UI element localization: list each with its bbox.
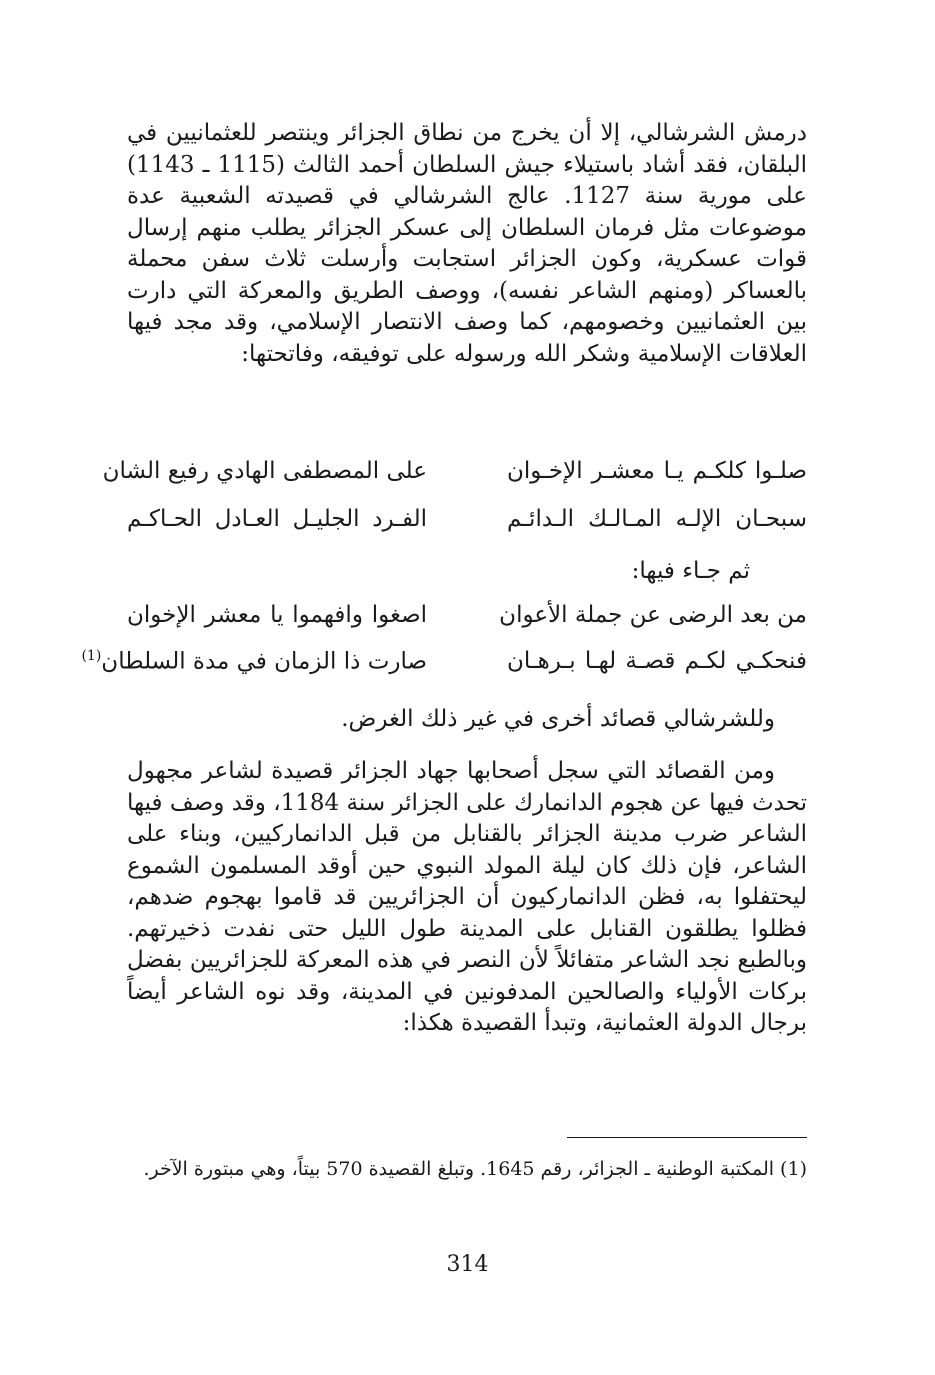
verse-first-hemistich: من بعد الرضى عن جملة الأعوان: [499, 602, 807, 628]
verse-line: [127, 602, 807, 638]
page-number: 314: [446, 1252, 489, 1277]
verse-second-hemistich: [81, 648, 427, 675]
verse-first-hemistich: فنحكـي لكـم قصـة لهـا بـرهـان: [507, 648, 807, 674]
verse-first-hemistich: سبحـان الإلـه المـالـك الـدائـم: [507, 506, 807, 532]
paragraph-1: درمش الشرشالي، إلا أن يخرج من نطاق الجزائر وينتصر للعثمانيين في البلقان، فقد أشاد باستيلاء جيش السلطان أحمد الثالث (1115 ـ 1143) على مورية سنة 1127. عالج الشرشالي في قصيدته الشعبية عدة موضوعات مثل فرمان السلطان إلى عسكر الجزائر يطلب منهم إرسال قوات عسكرية، وكون الجزائر استجابت وأرسلت ثلاث سفن محملة بالعساكر (ومنهم الشاعر نفسه)، ووصف الطريق والمعركة التي دارت بين العثمانيين وخصومهم، كما وصف الانتصار الإسلامي، وقد مجد فيها العلاقات الإسلامية وشكر الله ورسوله على توفيقه، وفاتحتها:: [127, 120, 807, 367]
footnote-marker: (1): [81, 648, 102, 664]
verse-line: [102, 458, 807, 494]
footnote-divider: [567, 1137, 807, 1138]
verse-second-hemistich: على المصطفى الهادي رفيع الشان: [102, 458, 427, 484]
footnote: (1) المكتبة الوطنية ـ الجزائر، رقم 1645. وتبلغ القصيدة 570 بيتاً، وهي مبتورة الآخر.: [143, 1158, 807, 1180]
verse-text: صارت ذا الزمان في مدة السلطان: [101, 648, 427, 675]
verse-line: [81, 648, 807, 684]
paragraph-2: ومن القصائد التي سجل أصحابها جهاد الجزائر قصيدة لشاعر مجهول تحدث فيها عن هجوم الدانمارك على الجزائر سنة 1184، وقد وصف فيها الشاعر ضرب مدينة الجزائر بالقنابل من قبل الدانماركيين، وبناء على الشاعر، فإن ذلك كان ليلة المولد النبوي حين أوقد المسلمون الشموع ليحتفلوا به، فظن الدانماركيون أن الجزائريين قد قاموا بهجوم ضدهم، فظلوا يطلقون القنابل على المدينة طول الليل حتى نفدت ذخيرتهم. وبالطبع نجد الشاعر متفائلاً لأن النصر في هذه المعركة للجزائريين بفضل بركات الأولياء والصالحين المدفونين في المدينة، وقد نوه الشاعر أيضاً برجال الدولة العثمانية، وتبدأ القصيدة هكذا:: [127, 758, 808, 1036]
verse-intro: ثم جـاء فيها:: [631, 558, 750, 584]
after-verses-line: وللشرشالي قصائد أخرى في غير ذلك الغرض.: [341, 706, 775, 732]
verse-second-hemistich: اصغوا وافهموا يا معشر الإخوان: [127, 602, 427, 628]
verse-line: [127, 506, 807, 542]
verse-first-hemistich: صلـوا كلكـم يـا معشـر الإخـوان: [507, 458, 807, 484]
verse-second-hemistich: الفـرد الجليـل العـادل الحـاكـم: [127, 506, 427, 532]
